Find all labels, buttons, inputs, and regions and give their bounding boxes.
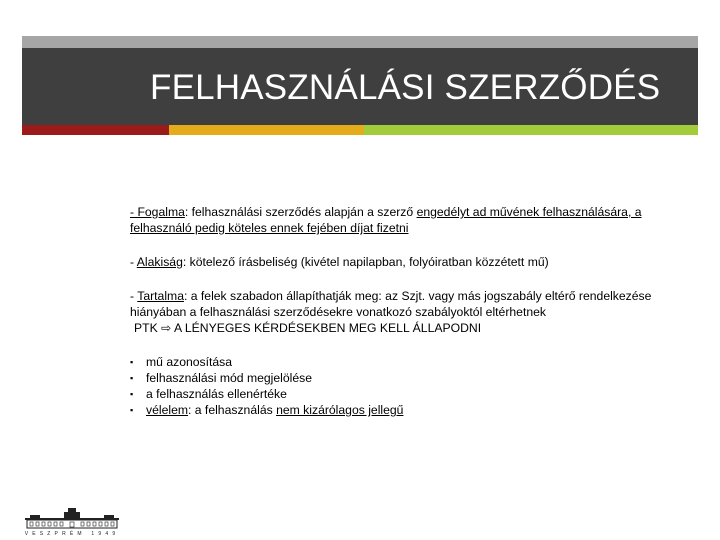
fogalma-underlined-text: engedélyt ad művének felhasználására, a felhasználó pedig köteles ennek fejében díjat fizetni	[130, 205, 642, 235]
vélelem-label: vélelem	[146, 403, 188, 417]
bullet-icon: ▪	[130, 405, 134, 415]
bullet-icon: ▪	[130, 357, 134, 367]
list-item	[130, 370, 690, 386]
list-item-text: mű azonosítása	[146, 355, 233, 369]
list-item-text: a felhasználás ellenértéke	[146, 387, 287, 401]
paragraph-fogalma	[130, 204, 690, 236]
slide-title: FELHASZNÁLÁSI SZERZŐDÉS	[150, 68, 661, 107]
tartalma-text: : a felek szabadon állapíthatják meg: az Szjt. vagy más jogszabály eltérő rendelkezése hiányában a felhasználási szerződésekre vonatkozó szabályoktól eltérhetnek	[130, 289, 652, 319]
tartalma-prefix: -	[130, 289, 138, 303]
bullet-icon: ▪	[130, 389, 134, 399]
bullet-icon: ▪	[130, 373, 134, 383]
list-item	[130, 354, 690, 370]
accent-bar-yellow	[169, 125, 364, 135]
ptk-prefix: PTK	[134, 321, 162, 335]
slide-body	[130, 204, 690, 418]
requirements-list	[130, 354, 690, 418]
tartalma-label: Tartalma	[137, 289, 184, 303]
list-item-underlined-text: nem kizárólagos jellegű	[276, 403, 404, 417]
arrow-right-icon: ⇨	[161, 321, 172, 335]
list-item-text: : a felhasználás	[188, 403, 277, 417]
alakisag-prefix: -	[130, 255, 137, 269]
list-item	[130, 386, 690, 402]
fogalma-label: Fogalma	[137, 205, 185, 219]
alakisag-text: : kötelező írásbeliség (kivétel napilapban, folyóiratban közzétett mű)	[182, 255, 549, 269]
list-item-text: felhasználási mód megjelölése	[146, 371, 312, 385]
accent-bar-red	[22, 125, 169, 135]
alakisag-label: Alakiság	[136, 255, 183, 269]
ptk-text: A LÉNYEGES KÉRDÉSEKBEN MEG KELL ÁLLAPODNI	[171, 321, 482, 335]
fogalma-text: : felhasználási szerződés alapján a szerző	[184, 205, 417, 219]
logo-text: VESZPRÉM 1949	[24, 531, 120, 536]
header-top-strip	[22, 36, 698, 48]
fogalma-prefix: -	[130, 205, 138, 219]
paragraph-tartalma	[130, 288, 690, 336]
list-item	[130, 402, 690, 418]
paragraph-alakisag	[130, 254, 690, 270]
university-building-logo	[24, 504, 120, 536]
accent-bar-green	[364, 125, 698, 135]
